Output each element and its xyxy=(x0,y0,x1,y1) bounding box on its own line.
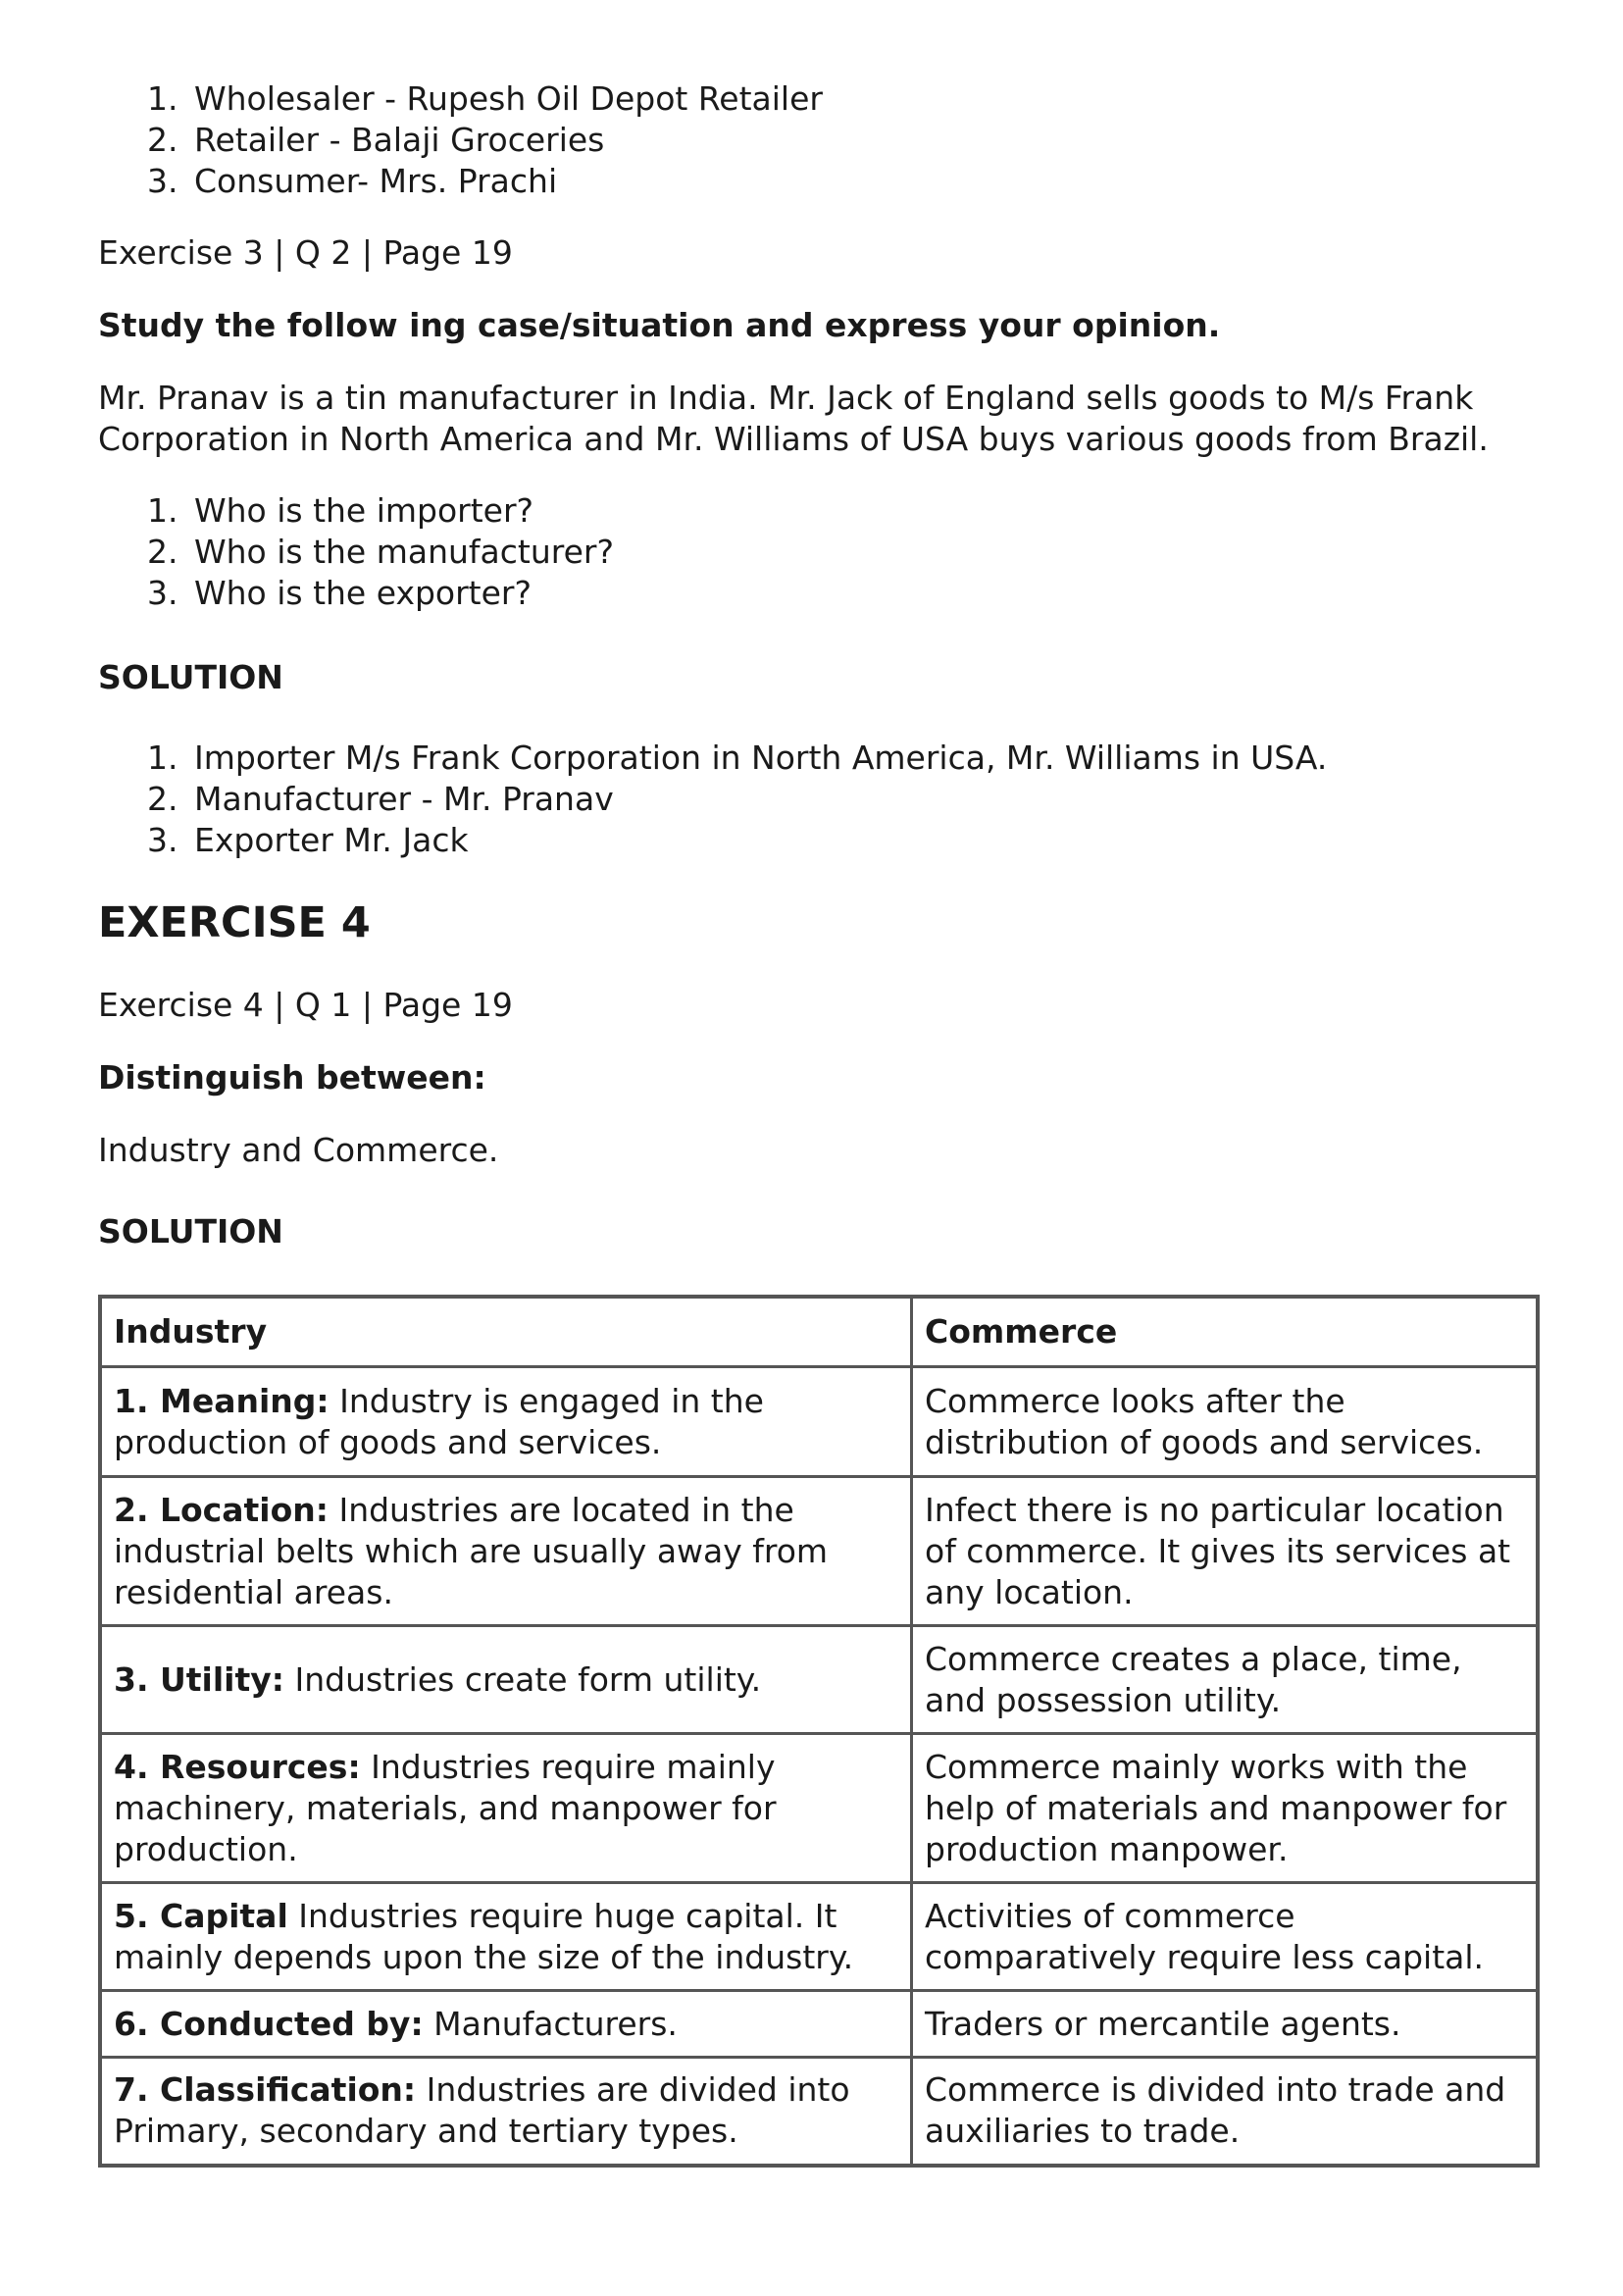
question-heading: Distinguish between: xyxy=(98,1058,486,1097)
industry-text: Industry is engaged in the production of goods and services. xyxy=(114,1381,764,1461)
row-label: 3. Utility: xyxy=(114,1659,284,1699)
question-list xyxy=(98,490,614,614)
distribution-chain-list xyxy=(98,78,823,202)
table-row xyxy=(100,1991,1538,2058)
comparison-table xyxy=(98,1295,1540,2168)
column-header: Commerce xyxy=(912,1297,1539,1367)
commerce-cell: Commerce mainly works with the help of materials and manpower for production manpower. xyxy=(912,1734,1539,1883)
commerce-cell: Traders or mercantile agents. xyxy=(912,1991,1539,2058)
industry-cell xyxy=(100,1367,912,1477)
solution-label: SOLUTION xyxy=(98,658,283,696)
row-label: 5. Capital xyxy=(114,1896,288,1935)
list-item: 2. Manufacturer - Mr. Pranav xyxy=(188,779,1327,820)
industry-text: Industries are located in the industrial belts which are usually away from residential areas. xyxy=(114,1490,829,1611)
row-label: 2. Location: xyxy=(114,1490,329,1529)
commerce-cell: Infect there is no particular location of commerce. It gives its services at any location. xyxy=(912,1477,1539,1626)
table-row xyxy=(100,1367,1538,1477)
industry-cell xyxy=(100,1477,912,1626)
list-item: 3. Exporter Mr. Jack xyxy=(188,820,1327,861)
list-item: 1. Importer M/s Frank Corporation in North America, Mr. Williams in USA. xyxy=(188,738,1327,779)
table-row xyxy=(100,1734,1538,1883)
industry-text: Industries require mainly machinery, materials, and manpower for production. xyxy=(114,1747,777,1868)
row-label: 4. Resources: xyxy=(114,1747,361,1786)
list-item: 3. Consumer- Mrs. Prachi xyxy=(188,161,823,202)
question-text: Industry and Commerce. xyxy=(98,1131,499,1169)
row-label: 1. Meaning: xyxy=(114,1381,330,1420)
industry-text: Manufacturers. xyxy=(423,2004,678,2043)
exercise-reference: Exercise 3 | Q 2 | Page 19 xyxy=(98,233,513,272)
industry-text: Industries require huge capital. It mainly depends upon the size of the industry. xyxy=(114,1896,854,1976)
table-row xyxy=(100,1477,1538,1626)
table-row xyxy=(100,1626,1538,1734)
commerce-cell: Commerce is divided into trade and auxiliaries to trade. xyxy=(912,2058,1539,2166)
question-heading: Study the follow ing case/situation and express your opinion. xyxy=(98,306,1221,344)
industry-cell xyxy=(100,1626,912,1734)
exercise-heading: EXERCISE 4 xyxy=(98,898,371,947)
industry-cell xyxy=(100,1991,912,2058)
table-row xyxy=(100,1883,1538,1991)
answer-list xyxy=(98,738,1327,861)
industry-cell xyxy=(100,2058,912,2166)
table-row xyxy=(100,2058,1538,2166)
industry-text: Industries are divided into Primary, secondary and tertiary types. xyxy=(114,2070,850,2151)
exercise-reference: Exercise 4 | Q 1 | Page 19 xyxy=(98,986,513,1024)
list-item: 3. Who is the exporter? xyxy=(188,573,614,614)
list-item: 1. Wholesaler - Rupesh Oil Depot Retailer xyxy=(188,78,823,120)
industry-cell xyxy=(100,1883,912,1991)
list-item: 1. Who is the importer? xyxy=(188,490,614,532)
industry-text: Industries create form utility. xyxy=(283,1659,762,1699)
list-item: 2. Who is the manufacturer? xyxy=(188,532,614,573)
case-text: Mr. Pranav is a tin manufacturer in India. Mr. Jack of England sells goods to M/s Frank Corporation in North America and Mr. Williams of USA buys various goods from Brazil. xyxy=(98,379,1489,458)
column-header: Industry xyxy=(100,1297,912,1367)
solution-label: SOLUTION xyxy=(98,1212,283,1250)
table-header-row xyxy=(100,1297,1538,1367)
industry-cell xyxy=(100,1734,912,1883)
commerce-cell: Commerce creates a place, time, and possession utility. xyxy=(912,1626,1539,1734)
commerce-cell: Activities of commerce comparatively require less capital. xyxy=(912,1883,1539,1991)
commerce-cell: Commerce looks after the distribution of goods and services. xyxy=(912,1367,1539,1477)
list-item: 2. Retailer - Balaji Groceries xyxy=(188,120,823,161)
row-label: 6. Conducted by: xyxy=(114,2004,424,2043)
row-label: 7. Classification: xyxy=(114,2070,417,2110)
